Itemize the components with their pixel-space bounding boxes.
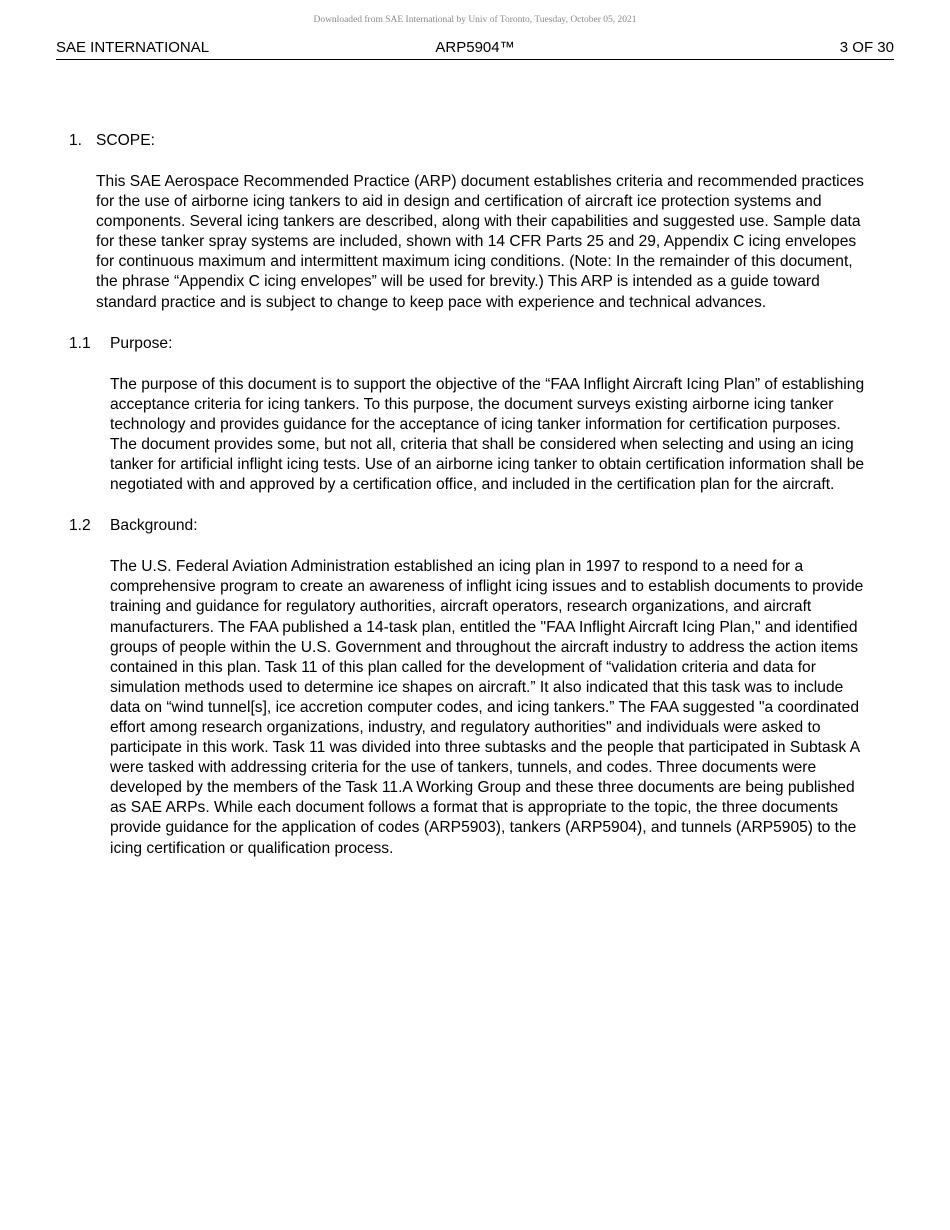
download-watermark: Downloaded from SAE International by Univ of Toronto, Tuesday, October 05, 2021 <box>313 15 637 25</box>
section-heading-scope <box>69 131 869 151</box>
section-number: 1.2 <box>69 517 91 535</box>
section-heading-purpose <box>69 334 869 354</box>
document-body <box>69 131 869 859</box>
purpose-paragraph: The purpose of this document is to support the objective of the “FAA Inflight Aircraft Icing Plan” of establishing acceptance criteria for icing tankers. To this purpose, the document surveys existing airborne icing tanker technology and provides guidance for the acceptance of icing tanker information for certification purposes. The document provides some, but not all, criteria that shall be considered when selecting and using an icing tanker for artificial inflight icing tests. Use of an airborne icing tanker to obtain certification information shall be negotiated with and approved by a certification office, and included in the certification plan for the aircraft. <box>110 375 865 494</box>
scope-paragraph: This SAE Aerospace Recommended Practice (ARP) document establishes criteria and recommended practices for the use of airborne icing tankers to aid in design and certification of aircraft ice protection systems and components. Several icing tankers are described, along with their capabilities and suggested use. Sample data for these tanker spray systems are included, shown with 14 CFR Parts 25 and 29, Appendix C icing envelopes for continuous maximum and intermittent maximum icing conditions. (Note: In the remainder of this document, the phrase “Appendix C icing envelopes” will be used for brevity.) This ARP is intended as a guide toward standard practice and is subject to change to keep pace with experience and technical advances. <box>96 173 864 311</box>
header-document-number: ARP5904™ <box>435 39 515 56</box>
background-paragraph: The U.S. Federal Aviation Administration established an icing plan in 1997 to respond to a need for a comprehensive program to create an awareness of inflight icing issues and to establish documents to provide training and guidance for regulatory authorities, aircraft operators, research organizations, and aircraft manufacturers. The FAA published a 14-task plan, entitled the "FAA Inflight Aircraft Icing Plan," and identified groups of people within the U.S. Government and throughout the aircraft industry to address the action items contained in this plan. Task 11 of this plan called for the development of “validation criteria and data for simulation methods used to determine ice shapes on aircraft.” It also indicated that this task was to include data on “wind tunnel[s], ice accretion computer codes, and icing tankers.” The FAA suggested "a coordinated effort among research organizations, industry, and regulatory authorities" and individuals were asked to participate in this work. Task 11 was divided into three subtasks and the people that participated in Subtask A were tasked with addressing criteria for the use of tankers, tunnels, and codes. Three documents were developed by the members of the Task 11.A Working Group and these three documents are being published as SAE ARPs. While each document follows a format that is appropriate to the topic, the three documents provide guidance for the application of codes (ARP5903), tankers (ARP5904), and tunnels (ARP5905) to the icing certification or qualification process. <box>110 558 864 857</box>
section-title: Background: <box>110 517 198 535</box>
section-number: 1. <box>69 132 83 149</box>
page-header <box>56 39 894 60</box>
header-page-number: 3 OF 30 <box>839 39 894 56</box>
header-organization: SAE INTERNATIONAL <box>56 39 210 56</box>
section-number: 1.1 <box>69 334 91 352</box>
section-heading-background <box>69 516 869 536</box>
section-title: Purpose: <box>110 334 173 352</box>
section-title: SCOPE: <box>96 132 155 149</box>
